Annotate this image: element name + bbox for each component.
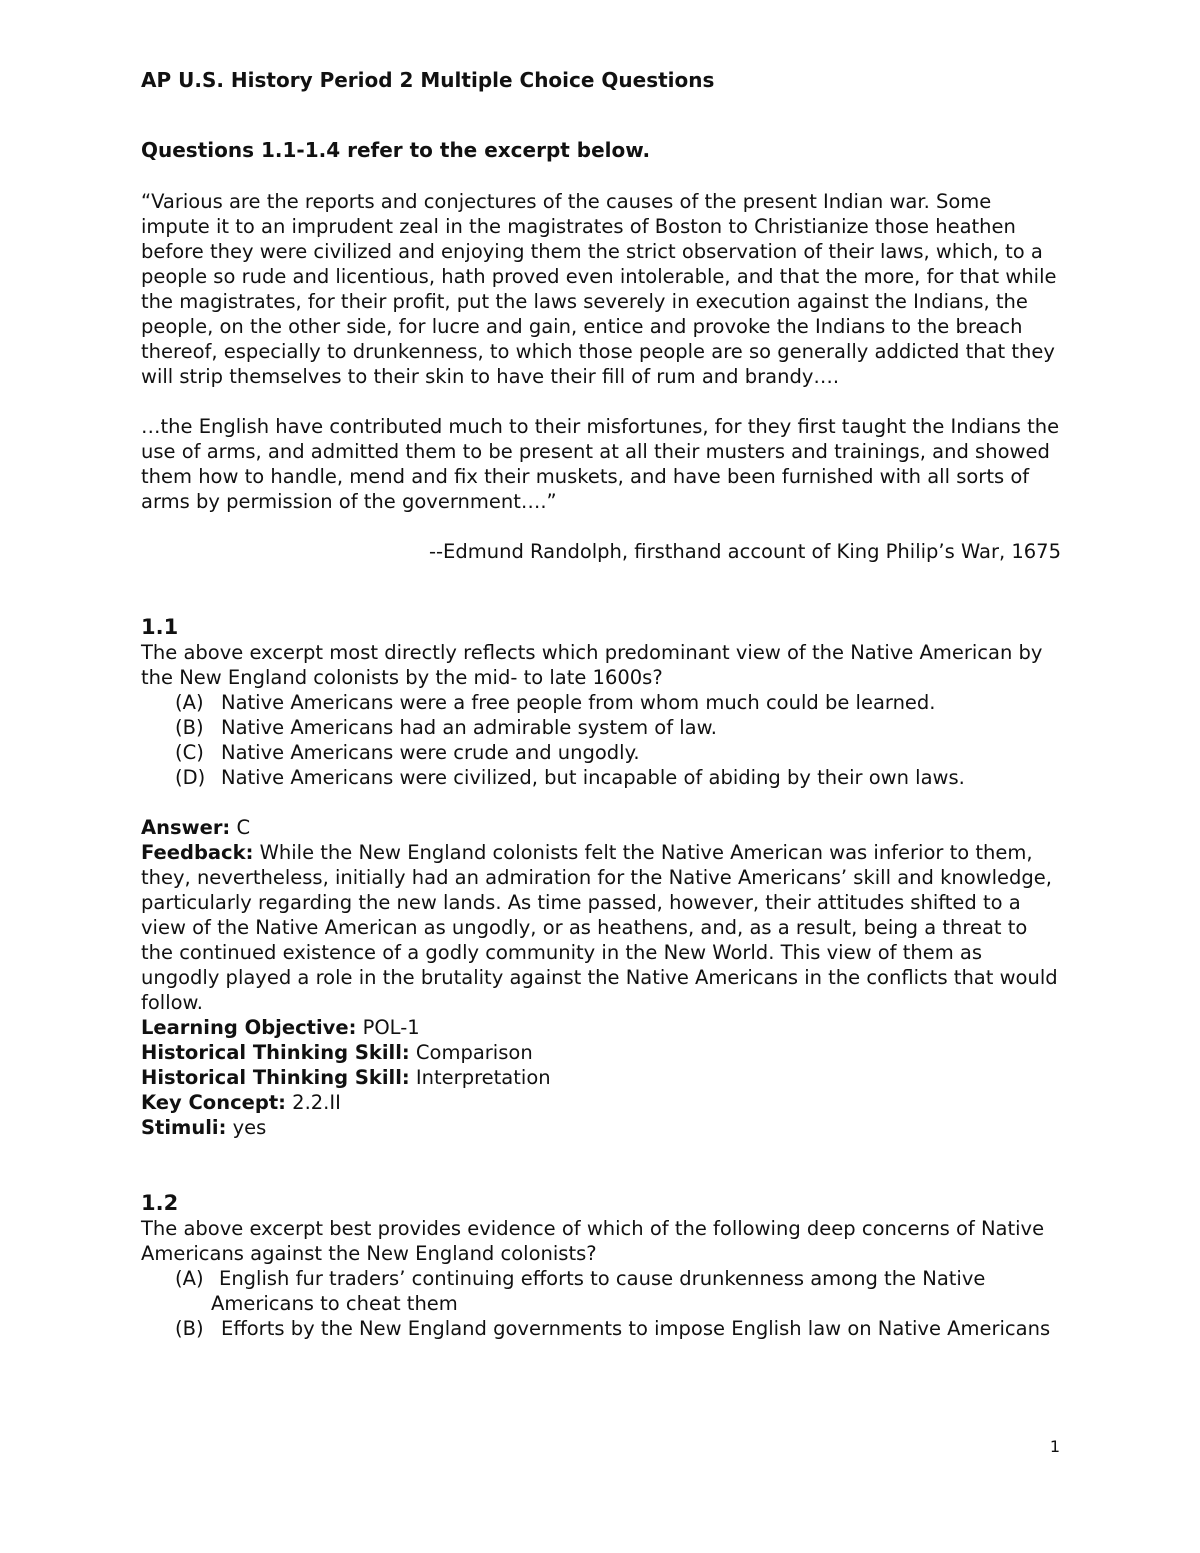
choice-a [175, 690, 1061, 715]
excerpt-paragraph-2: …the English have contributed much to their misfortunes, for they first taught the Indians the use of arms, and admitted them to be present at all their musters and trainings, and showed them how to handle, mend and fix their muskets, and have been furnished with all sorts of arms by permission of the government….” [141, 415, 1060, 513]
learning-objective-label: Learning Objective: [141, 1016, 357, 1039]
key-concept-label: Key Concept: [141, 1091, 286, 1114]
key-concept-line [141, 1090, 1061, 1115]
learning-objective-value: POL-1 [362, 1016, 420, 1039]
choice-text: Native Americans were crude and ungodly. [221, 741, 640, 764]
choice-text: Efforts by the New England governments to impose English law on Native Americans [221, 1317, 1051, 1340]
excerpt-paragraph-1: “Various are the reports and conjectures of the causes of the present Indian war. Some impute it to an imprudent zeal in the magistrates of Boston to Christianize those heathen before they were civilized and enjoying them the strict observation of their laws, which, to a people so rude and licentious, hath proved even intolerable, and that the more, for that while the magistrates, for their profit, put the laws severely in execution against the Indians, the people, on the other side, for lucre and gain, entice and provoke the Indians to the breach thereof, especially to drunkenness, to which those people are so generally addicted that they will strip themselves to their skin to have their fill of rum and brandy…. [141, 190, 1057, 388]
answer-line [141, 815, 1061, 840]
learning-objective-line [141, 1015, 1061, 1040]
question-stem: The above excerpt best provides evidence of which of the following deep concerns of Native Americans against the New England colonists? [141, 1217, 1045, 1265]
answer-choices [141, 1266, 1061, 1341]
choice-text: Native Americans were civilized, but incapable of abiding by their own laws. [221, 766, 965, 789]
feedback-text: While the New England colonists felt the Native American was inferior to them, they, nevertheless, initially had an admiration for the Native Americans’ skill and knowledge, particularly regarding the new lands. As time passed, however, their attitudes shifted to a view of the Native American as ungodly, or as heathens, and, as a result, being a threat to the continued existence of a godly community in the New World. This view of them as ungodly played a role in the brutality against the Native Americans in the conflicts that would follow. [141, 841, 1058, 1014]
page-number: 1 [1049, 1437, 1060, 1456]
choice-text: English fur traders’ continuing efforts to cause drunkenness among the Native Americans to cheat them [211, 1267, 986, 1315]
skill-label: Historical Thinking Skill: [141, 1066, 410, 1089]
question-number: 1.1 [141, 615, 179, 639]
stimuli-label: Stimuli: [141, 1116, 227, 1139]
choice-letter: (D) [175, 766, 206, 789]
stimuli-line [141, 1115, 1061, 1140]
key-concept-value: 2.2.II [292, 1091, 341, 1114]
choice-letter: (B) [175, 1317, 204, 1340]
choice-text: Native Americans had an admirable system of law. [221, 716, 717, 739]
skill-label: Historical Thinking Skill: [141, 1041, 410, 1064]
choice-b [175, 1316, 1061, 1341]
document-page [141, 68, 1061, 1341]
skill-line-2 [141, 1065, 1061, 1090]
stimuli-value: yes [232, 1116, 267, 1139]
choice-c [175, 740, 1061, 765]
feedback-line [141, 840, 1061, 1015]
choice-letter: (B) [175, 716, 204, 739]
answer-label: Answer: [141, 816, 231, 839]
choice-letter: (A) [175, 691, 204, 714]
choice-a [175, 1266, 1061, 1316]
choice-d [175, 765, 1061, 790]
question-stem: The above excerpt most directly reflects which predominant view of the Native American by the New England colonists by the mid- to late 1600s? [141, 641, 1043, 689]
choice-letter: (A) [175, 1267, 204, 1290]
question-1-1 [141, 614, 1061, 1140]
choice-b [175, 715, 1061, 740]
question-number: 1.2 [141, 1191, 179, 1215]
choice-letter: (C) [175, 741, 204, 764]
primary-source-excerpt [141, 189, 1061, 564]
feedback-label: Feedback: [141, 841, 254, 864]
excerpt-attribution: --Edmund Randolph, firsthand account of King Philip’s War, 1675 [428, 540, 1061, 563]
answer-block [141, 815, 1061, 1140]
question-1-2 [141, 1190, 1061, 1341]
skill-value: Comparison [415, 1041, 533, 1064]
skill-value: Interpretation [415, 1066, 551, 1089]
answer-choices [141, 690, 1061, 790]
answer-value: C [236, 816, 251, 839]
skill-line-1 [141, 1040, 1061, 1065]
document-title: AP U.S. History Period 2 Multiple Choice Questions [141, 68, 715, 92]
choice-text: Native Americans were a free people from whom much could be learned. [221, 691, 936, 714]
section-heading: Questions 1.1-1.4 refer to the excerpt below. [141, 138, 651, 162]
